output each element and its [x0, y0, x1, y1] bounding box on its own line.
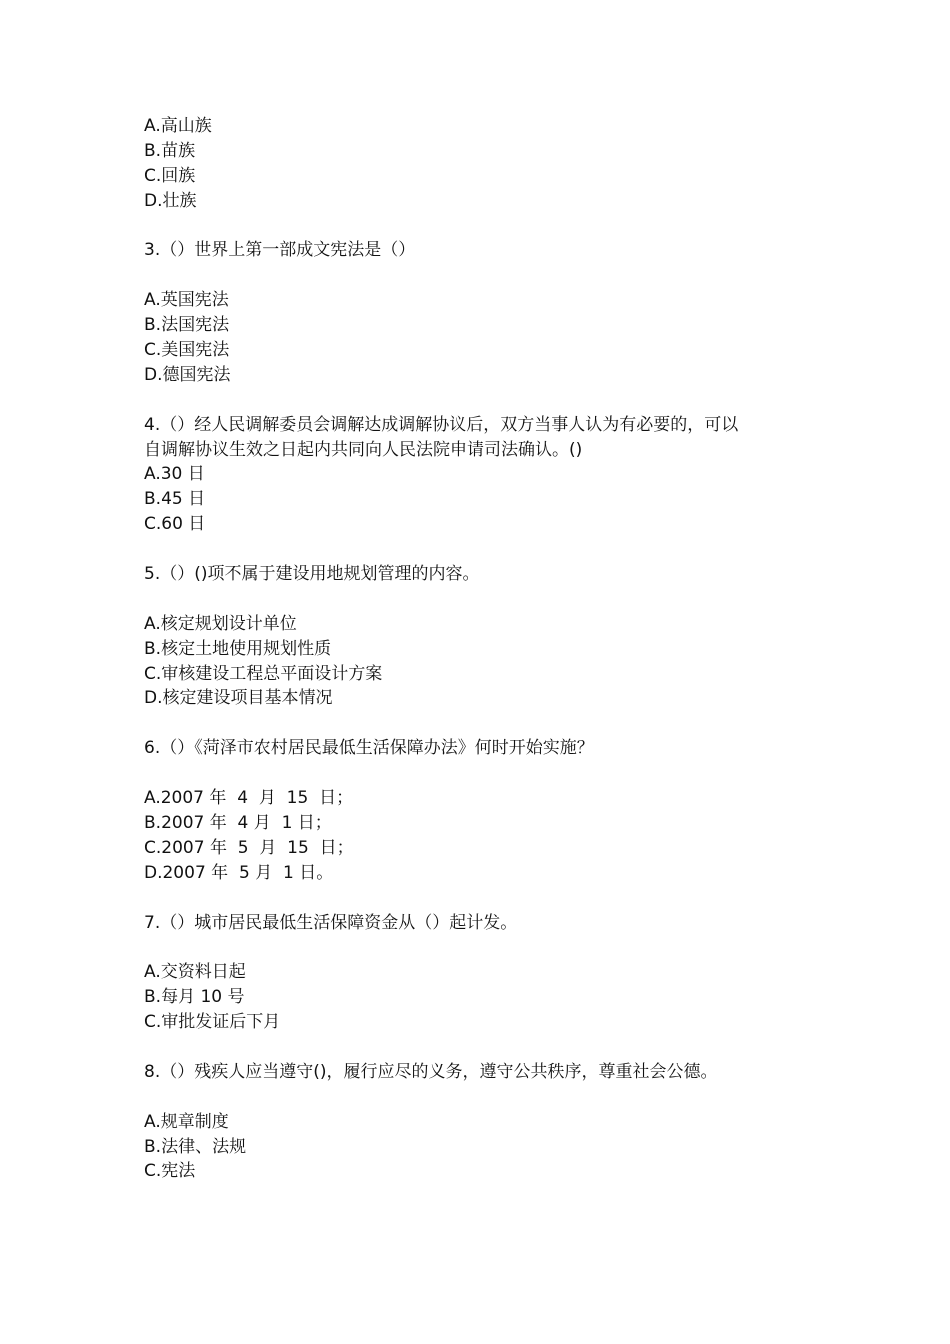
option-b: B.2007 年 4 月 1 日；: [144, 812, 332, 833]
question-title: 5.（）()项不属于建设用地规划管理的内容。: [144, 564, 480, 585]
option-a: A.30 日: [144, 464, 205, 485]
option-a: A.2007 年 4 月 15 日；: [144, 788, 354, 809]
option-c: C.审批发证后下月: [144, 1012, 281, 1033]
document-page: [144, 114, 824, 1184]
option-b: B.核定土地使用规划性质: [144, 638, 332, 659]
question-6-block: [144, 736, 824, 885]
option-c: C.美国宪法: [144, 340, 230, 361]
option-a: A.交资料日起: [144, 962, 246, 983]
option-a: A.高山族: [144, 116, 212, 136]
option-d: D.核定建设项目基本情况: [144, 688, 333, 709]
question-title: 4.（）经人民调解委员会调解达成调解协议后，双方当事人认为有必要的，可以: [144, 414, 739, 435]
question-5-block: [144, 562, 824, 711]
question-title-continued: 自调解协议生效之日起内共同向人民法院申请司法确认。(): [144, 439, 583, 460]
option-b: B.45 日: [144, 489, 206, 510]
question-7-block: [144, 911, 824, 1035]
option-d: D.壮族: [144, 190, 197, 211]
option-c: C.宪法: [144, 1161, 196, 1182]
question-title: 8.（）残疾人应当遵守()，履行应尽的义务，遵守公共秩序，尊重社会公德。: [144, 1061, 718, 1082]
question-title: 7.（）城市居民最低生活保障资金从（）起计发。: [144, 912, 518, 933]
option-c: C.60 日: [144, 514, 206, 535]
option-b: B.每月 10 号: [144, 987, 245, 1008]
question-title: 6.（）《菏泽市农村居民最低生活保障办法》何时开始实施？: [144, 738, 594, 759]
option-b: B.法国宪法: [144, 315, 230, 336]
option-d: D.德国宪法: [144, 364, 231, 385]
option-c: C.2007 年 5 月 15 日；: [144, 837, 354, 858]
question-8-block: [144, 1060, 824, 1184]
option-a: A.规章制度: [144, 1111, 229, 1132]
question-2-block: [144, 114, 824, 214]
option-a: A.核定规划设计单位: [144, 613, 297, 634]
option-c: C.审核建设工程总平面设计方案: [144, 663, 383, 684]
question-4-block: [144, 413, 824, 537]
option-a: A.英国宪法: [144, 290, 229, 311]
option-c: C.回族: [144, 165, 196, 186]
option-b: B.苗族: [144, 140, 196, 161]
option-d: D.2007 年 5 月 1 日。: [144, 862, 334, 883]
option-b: B.法律、法规: [144, 1136, 247, 1157]
question-title: 3.（）世界上第一部成文宪法是（）: [144, 240, 416, 261]
question-3-block: [144, 238, 824, 387]
